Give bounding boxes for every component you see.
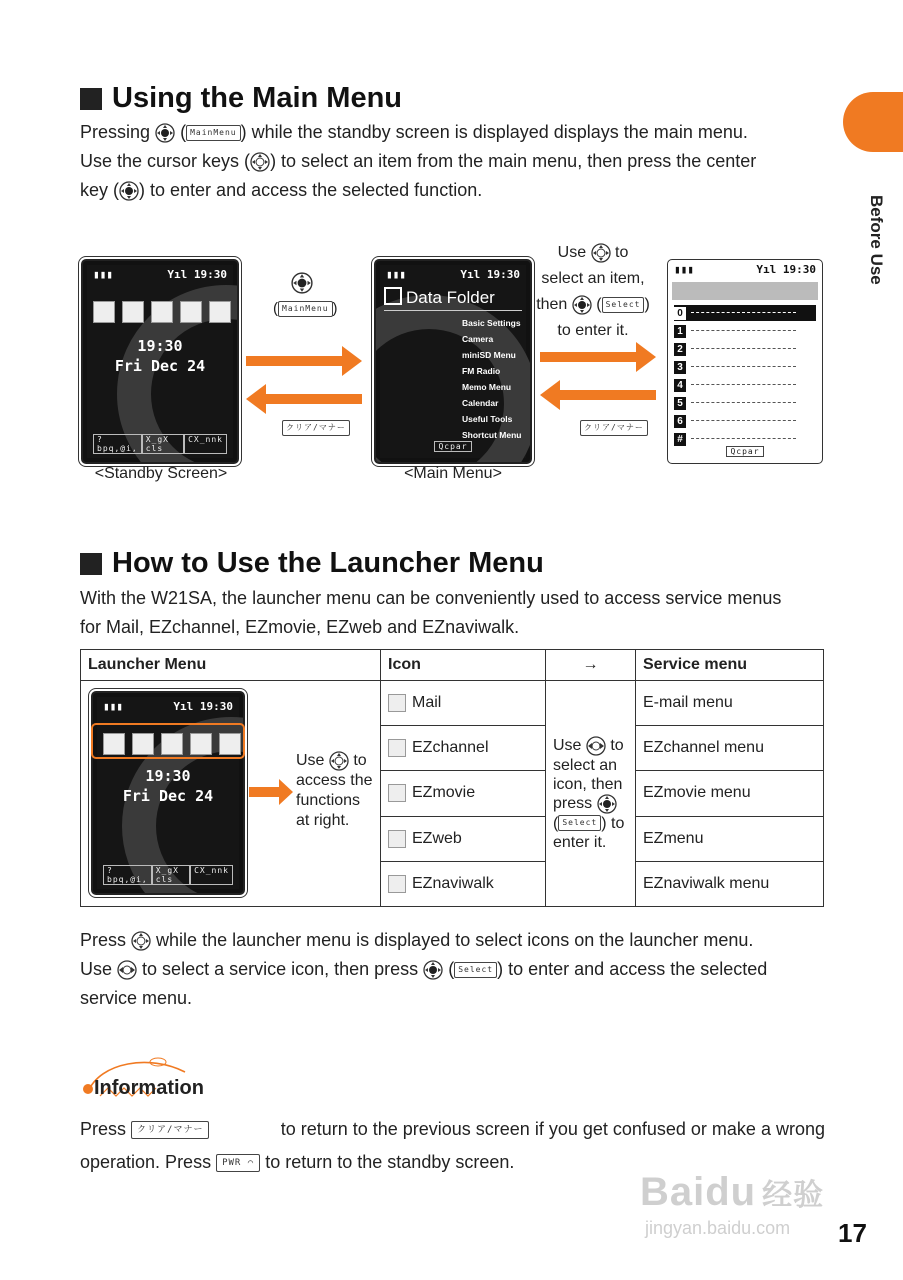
main-menu-key-icon: MainMenu	[186, 125, 241, 141]
folder-row-number: 5	[674, 397, 686, 410]
lr-key-icon	[586, 736, 606, 756]
header-service-menu: Service menu	[636, 650, 824, 681]
service-cell: E-mail menu	[636, 681, 824, 726]
center-key-icon	[155, 123, 175, 143]
section-title-main-menu: Using the Main Menu	[80, 82, 402, 115]
ezmovie-icon	[388, 784, 406, 802]
cursor-key-icon	[131, 931, 151, 951]
eznaviwalk-icon	[209, 301, 231, 323]
main-menu-item[interactable]: Basic Settings	[462, 318, 521, 328]
main-menu-caption: <Main Menu>	[404, 465, 502, 482]
standby-date: Fri Dec 24	[114, 357, 206, 375]
side-tab	[843, 92, 903, 152]
folder-row-number: 3	[674, 361, 686, 374]
icon-cell: EZnaviwalk	[381, 861, 546, 906]
standby-caption: <Standby Screen>	[94, 465, 228, 482]
intro-paragraph: Pressing ( MainMenu ) while the standby screen is displayed displays the main menu. Use the cursor keys ( ) to select an item from the main menu, then press the center key ( ) to enter and access the selected function.	[80, 122, 757, 200]
main-menu-list	[462, 315, 522, 443]
folder-row-label	[691, 366, 796, 369]
header-icon: Icon	[381, 650, 546, 681]
folder-row[interactable]	[674, 377, 816, 393]
folder-row-label	[691, 312, 796, 315]
launcher-phone: ▮▮▮ Yıl 19:30 19:30 Fri Dec 24 ?bpq,@i, X_gX cls CX_nnk	[91, 691, 245, 895]
launcher-instruction: Use to access the functions at right.	[296, 752, 373, 830]
folder-row[interactable]	[674, 323, 816, 339]
folder-row-number: #	[674, 433, 686, 446]
folder-icon	[384, 287, 402, 305]
cursor-key-icon	[250, 152, 270, 172]
launcher-table	[80, 649, 824, 907]
header-bar	[672, 282, 818, 300]
softkey-center: Qcpar	[726, 446, 763, 457]
main-menu-item[interactable]: miniSD Menu	[462, 350, 516, 360]
main-menu-key-label: ( MainMenu )	[273, 300, 338, 317]
service-cell: EZnaviwalk menu	[636, 861, 824, 906]
main-menu-item[interactable]: Calendar	[462, 398, 499, 408]
softkey-right: CX_nnk	[184, 434, 227, 454]
folder-row[interactable]	[674, 341, 816, 357]
middle-instruction: Use to select an icon, then press ( Select ) to enter it.	[546, 681, 636, 907]
center-key-icon	[423, 960, 443, 980]
back-arrow-icon	[246, 384, 362, 414]
header-launcher-menu: Launcher Menu	[81, 650, 381, 681]
center-key-icon	[119, 181, 139, 201]
standby-time: 19:30	[137, 337, 183, 355]
information-heading: Information	[94, 1077, 204, 1099]
folder-row-number: 4	[674, 379, 686, 392]
cursor-key-icon	[591, 243, 611, 263]
forward-arrow-icon	[249, 779, 293, 805]
launcher-intro: With the W21SA, the launcher menu can be conveniently used to access service menus for Mail, EZchannel, EZmovie, EZweb and EZnaviwalk.	[80, 588, 782, 637]
power-key-icon: PWR ⌒	[216, 1154, 260, 1172]
clear-key-icon: クリア/マナー	[580, 419, 648, 437]
folder-row-label	[691, 402, 796, 405]
softkey-left: ?bpq,@i,	[93, 434, 142, 454]
folder-row-label	[691, 330, 796, 333]
mail-icon	[388, 694, 406, 712]
softkey-center: X_gX cls	[142, 434, 184, 454]
clear-key-icon: クリア/マナー	[282, 419, 350, 437]
folder-row-label	[691, 384, 796, 387]
forward-arrow-icon	[246, 346, 362, 376]
softkeys	[93, 434, 227, 454]
main-menu-item[interactable]: Useful Tools	[462, 414, 513, 424]
icon-cell: EZweb	[381, 816, 546, 861]
select-instruction: Use to select an item, then ( Select ) to enter it.	[536, 244, 650, 339]
icon-cell: Mail	[381, 681, 546, 726]
main-menu-item[interactable]: FM Radio	[462, 366, 501, 376]
folder-row-number: 0	[674, 307, 686, 320]
cursor-key-icon	[329, 751, 349, 771]
softkey-center: Qcpar	[434, 441, 471, 452]
eznaviwalk-icon	[388, 875, 406, 893]
heading-square-icon	[80, 88, 102, 110]
folder-row[interactable]	[674, 413, 816, 429]
ezweb-icon	[180, 301, 202, 323]
folder-row-number: 6	[674, 415, 686, 428]
ezweb-icon	[388, 830, 406, 848]
icon-cell: EZchannel	[381, 726, 546, 771]
section-title-launcher: How to Use the Launcher Menu	[80, 547, 544, 580]
ezchannel-icon	[388, 739, 406, 757]
main-menu-phone: ▮▮▮ Yıl 19:30 Data Folder Basic Settings Camera miniSD Menu FM Radio Memo Menu Calendar Useful Tools Shortcut Menu Qcpar	[374, 259, 532, 464]
service-cell: EZmenu	[636, 816, 824, 861]
launcher-icons	[93, 301, 231, 323]
lr-key-icon	[117, 960, 137, 980]
launcher-cell	[81, 681, 381, 907]
center-key-icon	[597, 794, 617, 814]
folder-row-number: 2	[674, 343, 686, 356]
folder-row[interactable]	[674, 395, 816, 411]
main-menu-item[interactable]: Memo Menu	[462, 382, 512, 392]
back-arrow-icon	[540, 380, 656, 410]
highlight-frame	[91, 723, 245, 759]
service-cell: EZmovie menu	[636, 771, 824, 816]
main-menu-item[interactable]: Shortcut Menu	[462, 430, 522, 440]
main-menu-title: Data Folder	[384, 287, 522, 311]
main-menu-item[interactable]: Camera	[462, 334, 494, 344]
ezchannel-icon	[122, 301, 144, 323]
header-arrow: →	[546, 650, 636, 681]
page-number: 17	[838, 1218, 867, 1248]
center-key-icon	[291, 272, 313, 294]
mail-icon	[93, 301, 115, 323]
data-folder-screen: ▮▮▮ Yıl 19:30 0 1 2 3 4 5 6 # Qcpar	[667, 259, 823, 464]
standby-screen-phone: ▮▮▮ Yıl 19:30 19:30 Fri Dec 24 ?bpq,@i, X_gX cls CX_nnk	[81, 259, 239, 464]
clear-key-icon: クリア/マナー	[131, 1121, 209, 1139]
folder-row-label	[691, 420, 796, 423]
folder-row-label	[691, 348, 796, 351]
folder-list	[674, 305, 816, 449]
information-paragraph: Press クリア/マナー to return to the previous screen if you get confused or make a wrong operation. Press PWR ⌒ to return to the standby screen.	[80, 1119, 825, 1172]
icon-cell: EZmovie	[381, 771, 546, 816]
heading-square-icon	[80, 553, 102, 575]
forward-arrow-icon	[540, 342, 656, 372]
watermark-url: jingyan.baidu.com	[645, 1218, 791, 1238]
center-key-icon	[572, 295, 592, 315]
folder-row[interactable]	[674, 305, 816, 321]
side-tab-label: Before Use	[867, 195, 886, 285]
folder-row-number: 1	[674, 325, 686, 338]
watermark-logo: Baidu 经验	[640, 1170, 825, 1214]
launcher-usage-paragraph: Press while the launcher menu is displayed to select icons on the launcher menu. Use to select a service icon, then press ( Select ) to enter and access the selected service menu.	[80, 930, 768, 1008]
service-cell: EZchannel menu	[636, 726, 824, 771]
ezmovie-icon	[151, 301, 173, 323]
folder-row[interactable]	[674, 359, 816, 375]
